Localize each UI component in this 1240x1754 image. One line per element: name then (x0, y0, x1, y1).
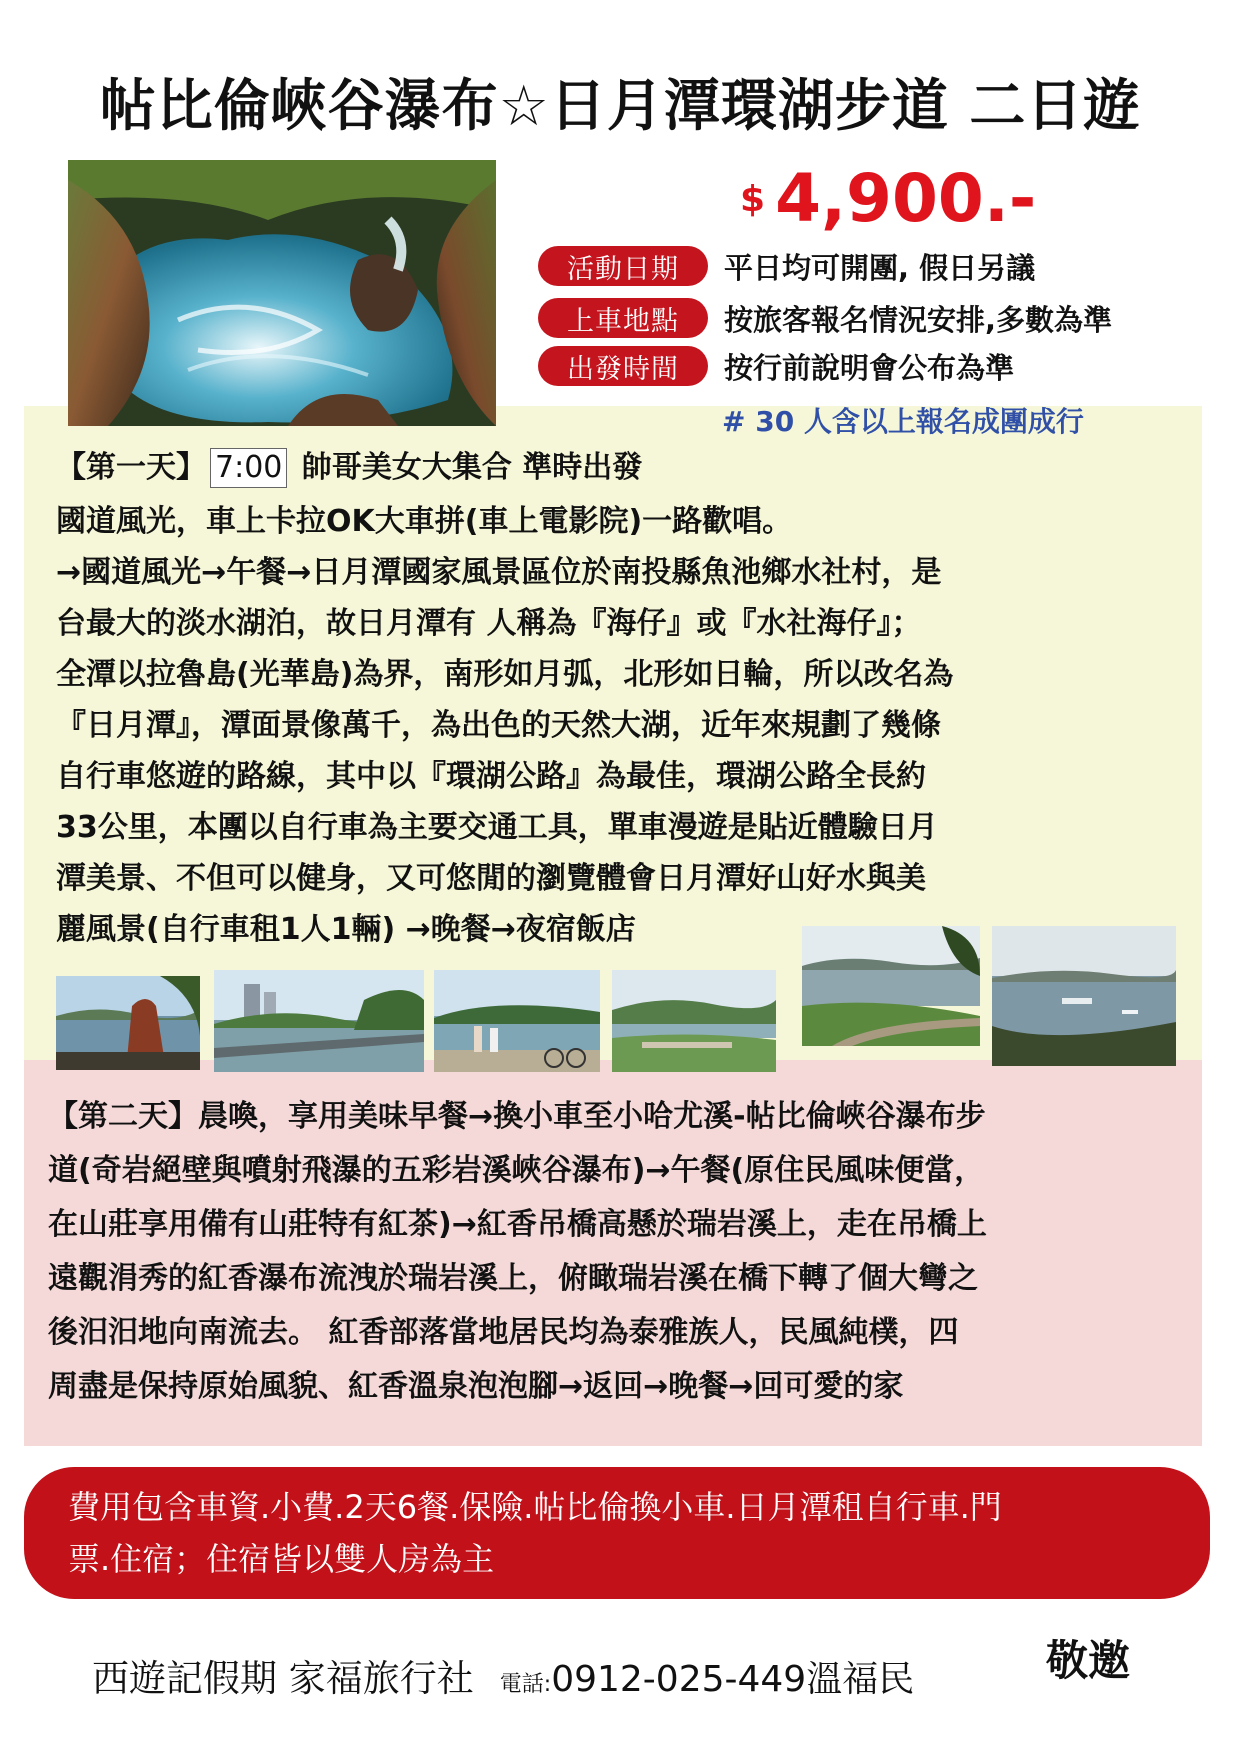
day1-line: 麗風景(自行車租1人1輛) →晚餐→夜宿飯店 (56, 912, 636, 947)
day1-line: 潭美景、不但可以健身，又可悠閒的瀏覽體會日月潭好山好水與美 (56, 861, 926, 896)
day1-tag: 【第一天】 (56, 450, 206, 485)
price-currency: $ (740, 179, 766, 220)
phone-number: 0912-025-449溫福民 (551, 1659, 915, 1700)
info-label-date: 活動日期 (538, 246, 708, 286)
info-row-date (538, 244, 1035, 288)
day1-line: 33公里，本團以自行車為主要交通工具，單車漫遊是貼近體驗日月 (56, 810, 938, 845)
day1-time: 7:00 (210, 448, 287, 488)
invitation-text: 敬邀 (1046, 1636, 1131, 1685)
info-row-departure (538, 344, 1014, 388)
day2-line: 【第二天】晨喚，享用美味早餐→換小車至小哈尤溪-帖比倫峽谷瀑布步 (48, 1099, 986, 1134)
day2-line: 遠觀涓秀的紅香瀑布流洩於瑞岩溪上，俯瞰瑞岩溪在橋下轉了個大彎之 (48, 1261, 978, 1296)
footer-contact (92, 1648, 914, 1702)
lake-view-photo (992, 926, 1176, 1066)
waterfall-photo (68, 160, 496, 426)
page-title: 帖比倫峽谷瀑布☆日月潭環湖步道 二日遊 (99, 74, 1141, 139)
day1-heading-text: 帥哥美女大集合 準時出發 (291, 450, 643, 485)
day1-line: 全潭以拉魯島(光華島)為界，南形如月弧，北形如日輪，所以改名為 (56, 657, 954, 692)
info-label-departure: 出發時間 (538, 346, 708, 386)
lake-photo (612, 970, 776, 1072)
day2-line: 周盡是保持原始風貌、紅香溫泉泡泡腳→返回→晚餐→回可愛的家 (48, 1369, 904, 1404)
company-name: 西遊記假期 家福旅行社 (92, 1657, 474, 1700)
lake-photo (214, 970, 424, 1072)
cost-inclusions-text (68, 1481, 1188, 1585)
lakeside-path-photo (802, 926, 980, 1046)
day2-line: 在山莊享用備有山莊特有紅茶)→紅香吊橋高懸於瑞岩溪上，走在吊橋上 (48, 1207, 987, 1242)
cyclists-photo (434, 970, 600, 1072)
info-row-pickup (538, 296, 1112, 340)
day2-line: 道(奇岩絕壁與噴射飛瀑的五彩岩溪峽谷瀑布)→午餐(原住民風味便當， (48, 1153, 985, 1188)
phone-label: 電話: (499, 1672, 552, 1697)
day2-itinerary (48, 1090, 1198, 1414)
info-label-pickup: 上車地點 (538, 298, 708, 338)
lake-photo (56, 976, 200, 1070)
price-amount: 4,900.- (775, 160, 1037, 237)
info-value-date: 平日均可開團, 假日另議 (724, 250, 1036, 285)
day2-line: 後汨汨地向南流去。 紅香部落當地居民均為泰雅族人，民風純樸，四 (48, 1315, 959, 1350)
cost-inclusions-banner (24, 1467, 1210, 1599)
price (740, 160, 1036, 237)
cost-line: 票.住宿；住宿皆以雙人房為主 (68, 1540, 495, 1578)
group-size-note: # 30 人含以上報名成團成行 (722, 405, 1084, 438)
day1-itinerary (56, 440, 1206, 955)
info-value-departure: 按行前說明會公布為準 (724, 350, 1015, 385)
info-value-pickup: 按旅客報名情況安排,多數為準 (724, 302, 1113, 337)
cost-line: 費用包含車資.小費.2天6餐.保險.帖比倫換小車.日月潭租自行車.門 (68, 1488, 1002, 1526)
day1-line: 自行車悠遊的路線，其中以『環湖公路』為最佳，環湖公路全長約 (56, 759, 926, 794)
day1-heading (56, 440, 1206, 496)
day1-line: →國道風光→午餐→日月潭國家風景區位於南投縣魚池鄉水社村，是 (56, 555, 942, 590)
day1-line: 『日月潭』，潭面景像萬千，為出色的天然大湖，近年來規劃了幾條 (56, 708, 941, 743)
day1-line: 國道風光，車上卡拉OK大車拼(車上電影院)一路歡唱。 (56, 504, 793, 539)
day1-line: 台最大的淡水湖泊，故日月潭有 人稱為『海仔』或『水社海仔』； (56, 606, 922, 641)
